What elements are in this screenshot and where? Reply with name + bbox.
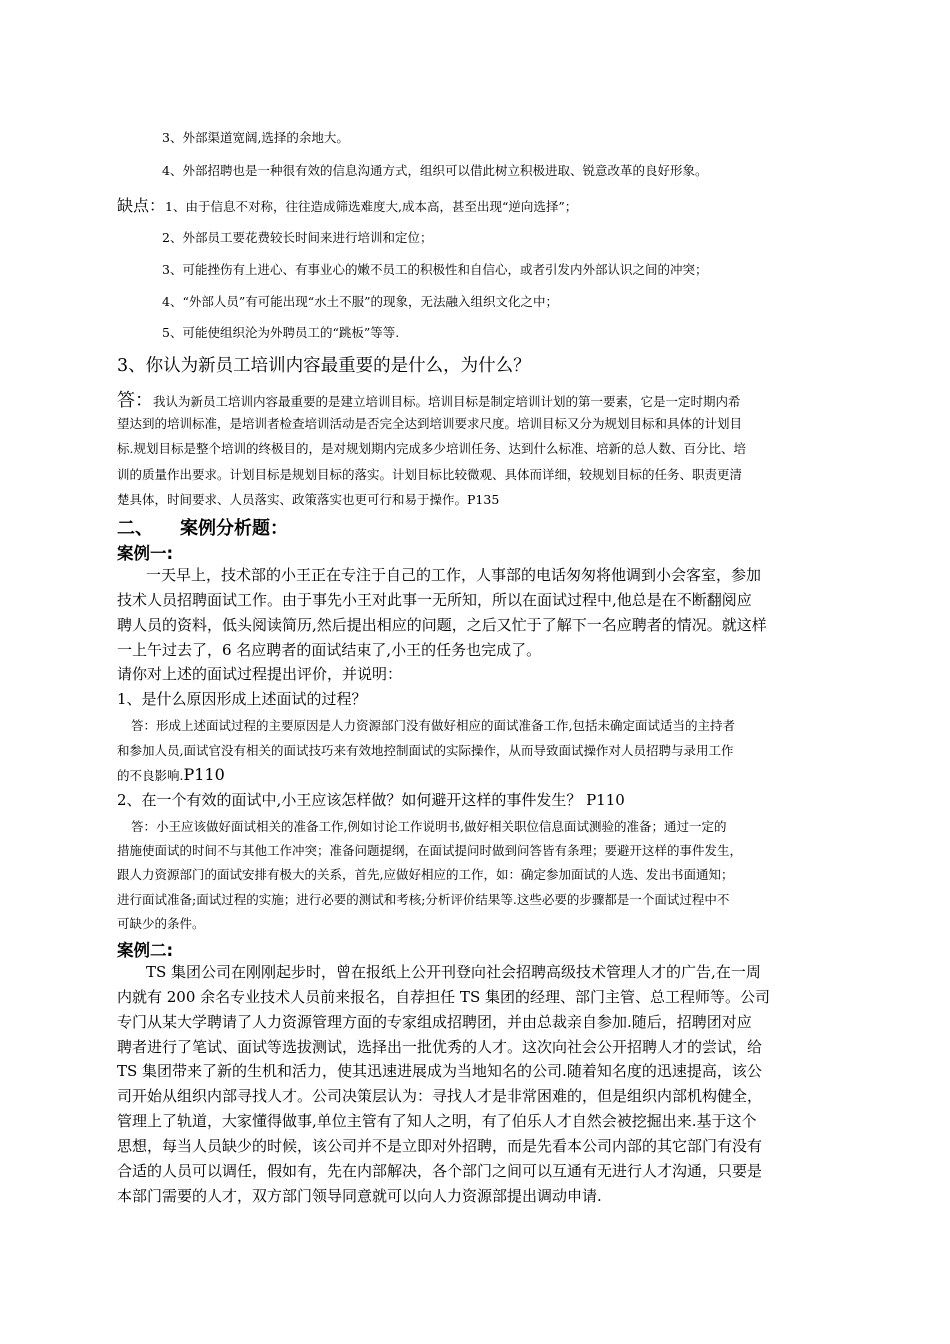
case-1-paragraph-line: 聘人员的资料，低头阅读简历,然后提出相应的问题，之后又忙于了解下一名应聘者的情况。就这样 <box>117 616 767 634</box>
case-2-paragraph-line: TS 集团带来了新的生机和活力，使其迅速进展成为当地知名的公司.随着知名度的迅速提高，该公 <box>117 1062 762 1080</box>
answer-3-first-line <box>117 386 741 412</box>
case-1-answer-1-last <box>117 765 225 784</box>
case-2-paragraph-line: 内就有 200 余名专业技术人员前来报名，自荐担任 TS 集团的经理、部门主管、总工程师等。公司 <box>117 988 770 1006</box>
case-1-prompt: 请你对上述的面试过程提出评价，并说明： <box>117 665 403 683</box>
case-2-paragraph-line: 管理上了轨道，大家懂得做事,单位主管有了知人之明，有了伯乐人才自然会被挖掘出来.基于这个 <box>117 1112 757 1130</box>
cons-item-5: 5、可能使组织沦为外聘员工的“跳板”等等. <box>162 325 400 340</box>
answer-3-line: 标.规划目标是整个培训的终极目的，是对规划期内完成多少培训任务、达到什么标准、培新的总人数、百分比、培 <box>117 441 746 456</box>
case-1-title: 案例一: <box>117 544 174 563</box>
answer-label: 答： <box>117 390 153 411</box>
cons-label: 缺点： <box>117 196 166 215</box>
cons-item-1: 1、由于信息不对称，往往造成筛选难度大,成本高，甚至出现“逆向选择”； <box>165 199 578 214</box>
case-1-answer-2-line: 进行面试准备;面试过程的实施；进行必要的测试和考核;分析评价结果等.这些必要的步骤都是一个面试过程中不 <box>117 892 730 907</box>
case-2-paragraph-line: 司开始从组织内部寻找人才。公司决策层认为：寻找人才是非常困难的，但是组织内部机构健全， <box>117 1087 763 1105</box>
case-1-answer-1-line: 答：形成上述面试过程的主要原因是人力资源部门没有做好相应的面试准备工作,包括未确定面试适当的主持者 <box>131 718 735 733</box>
case-1-paragraph-line: 一天早上，技术部的小王正在专注于自己的工作，人事部的电话匆匆将他调到小会客室，参加 <box>146 566 762 584</box>
case-1-question-2: 2、在一个有效的面试中,小王应该怎样做？如何避开这样的事件发生？ P110 <box>117 791 625 809</box>
cons-item-4: 4、“外部人员”有可能出现“水土不服”的现象，无法融入组织文化之中； <box>162 294 559 309</box>
answer-3-line: 训的质量作出要求。计划目标是规划目标的落实。计划目标比较微观、具体而详细，较规划目标的任务、职责更清 <box>117 467 743 482</box>
cons-item-2: 2、外部员工要花费较长时间来进行培训和定位； <box>162 230 433 245</box>
section-title: 案例分析题： <box>180 518 288 539</box>
case-1-answer-2-line: 措施使面试的时间不与其他工作冲突；准备问题提纲，在面试提问时做到问答皆有条理；要避开这样的事件发生， <box>117 843 743 858</box>
answer-3-text: 我认为新员工培训内容最重要的是建立培训目标。培训目标是制定培训计划的第一要素，它是一定时期内希 <box>153 394 741 409</box>
case-1-paragraph-line: 技术人员招聘面试工作。由于事先小王对此事一无所知，所以在面试过程中,他总是在不断翻阅应 <box>117 591 752 609</box>
pros-item-4: 4、外部招聘也是一种很有效的信息沟通方式，组织可以借此树立积极进取、锐意改革的良好形象。 <box>162 163 708 178</box>
case-1-answer-2-line: 可缺少的条件。 <box>117 916 205 931</box>
case-2-paragraph-line: 思想，每当人员缺少的时候，该公司并不是立即对外招聘，而是先看本公司内部的其它部门有没有 <box>117 1137 763 1155</box>
case-2-paragraph-line: 专门从某大学聘请了人力资源管理方面的专家组成招聘团，并由总裁亲自参加.随后，招聘团对应 <box>117 1013 752 1031</box>
case-1-paragraph-line: 一上午过去了，6 名应聘者的面试结束了,小王的任务也完成了。 <box>117 641 542 659</box>
case-2-paragraph-line: 合适的人员可以调任，假如有，先在内部解决，各个部门之间可以互通有无进行人才沟通，只要是 <box>117 1162 763 1180</box>
answer-3-line: 望达到的培训标准，是培训者检查培训活动是否完全达到培训要求尺度。培训目标又分为规划目标和具体的计划目 <box>117 416 743 431</box>
case-1-answer-2-line: 答：小王应该做好面试相关的准备工作,例如讨论工作说明书,做好相关职位信息面试测验的准备；通过一定的 <box>131 819 727 834</box>
case-2-title: 案例二: <box>117 941 174 960</box>
question-3: 3、你认为新员工培训内容最重要的是什么，为什么？ <box>117 356 531 376</box>
section-number: 二、 <box>117 518 153 539</box>
case-1-answer-2-line: 跟人力资源部门的面试安排有极大的关系，首先,应做好相应的工作，如：确定参加面试的人选、发出书面通知； <box>117 867 734 882</box>
page-reference: P110 <box>183 765 225 784</box>
case-2-paragraph-line: TS 集团公司在刚刚起步时，曾在报纸上公开刊登向社会招聘高级技术管理人才的广告,在一周 <box>146 963 761 981</box>
cons-item-3: 3、可能挫伤有上进心、有事业心的嫩不员工的积极性和自信心，或者引发内外部认识之间的冲突； <box>162 262 708 277</box>
case-1-answer-1-line: 和参加人员,面试官没有相关的面试技巧来有效地控制面试的实际操作，从而导致面试操作对人员招聘与录用工作 <box>117 743 734 758</box>
case-2-paragraph-line: 聘者进行了笔试、面试等选拔测试，选择出一批优秀的人才。这次向社会公开招聘人才的尝试，给 <box>117 1038 763 1056</box>
case-2-paragraph-line: 本部门需要的人才，双方部门领导同意就可以向人力资源部提出调动申请. <box>117 1187 602 1205</box>
case-1-question-1: 1、是什么原因形成上述面试的过程？ <box>117 690 367 708</box>
cons-first-line <box>117 193 577 216</box>
case-1-answer-1-text: 的不良影响. <box>117 768 184 783</box>
answer-3-line: 楚具体，时间要求、人员落实、政策落实也更可行和易于操作。P135 <box>117 492 500 507</box>
pros-item-3: 3、外部渠道宽阔,选择的余地大。 <box>162 130 349 145</box>
